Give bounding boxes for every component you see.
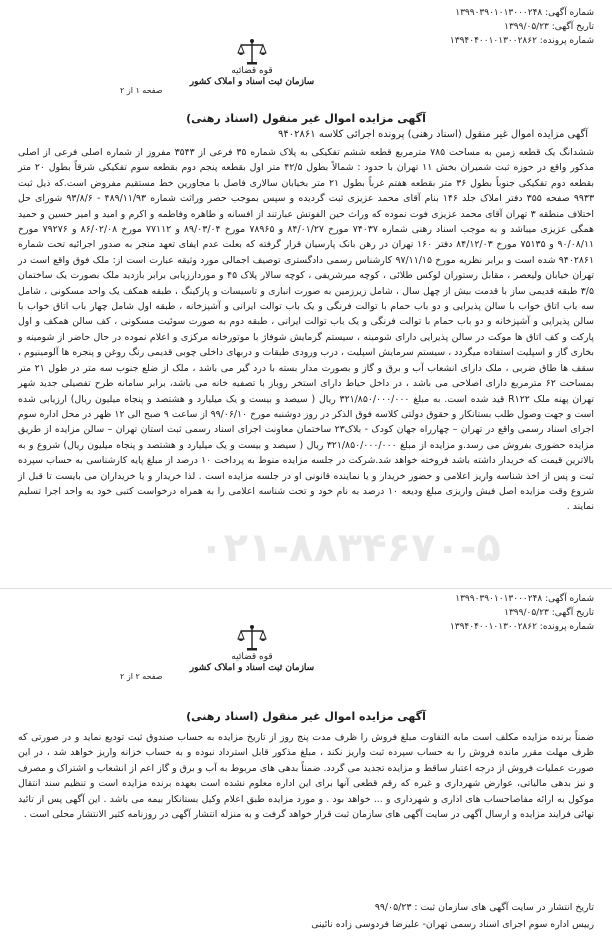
notice-number: شماره آگهی: ۱۳۹۹۰۳۹۰۱۰۱۳۰۰۰۲۴۸ [455, 594, 594, 604]
publication-date: تاریخ انتشار در سایت آگهی های سازمان ثبت : ۹۹/۰۵/۲۳ [374, 902, 594, 913]
notice-page-2 [0, 588, 612, 952]
notice-subtitle: آگهی مزایده اموال غیر منقول (اسناد رهنی) پرونده اجرائی کلاسه ۹۴۰۲۸۶۱ [278, 129, 588, 140]
page-divider [0, 588, 612, 589]
organization-label: سازمان ثبت اسناد و املاک کشور [189, 77, 315, 87]
notice-body: ضمناً برنده مزایده مکلف است مابه التفاوت مبلغ فروش را ظرف مدت پنج روز از تاریخ مزایده به حساب صندوق ثبت تودیع نماید و در صورتی که ظرف مهلت مقرر مانده فروش را به حساب سپرده ثبت واریز نکند ، مبلغ مذکور قابل استرداد نبوده و به حساب خزانه واریز خواهد شد ، در این صورت عملیات فروش از درجه اعتبار ساقط و مزایده تجدید می گردد. ضمناً بدهی های مربوط به آب و برق و گاز اعم از انشعاب و اشتراک و مصرف و نیز بدهی مالیاتی، عوارض شهرداری و غیره که رقم قطعی آنها برای این اداره معلوم نشده است بعهده برنده مزایده است و تنظیم سند انتقال موکول به ارائه مفاصاحساب های اداری و شهرداری و ... خواهد بود . و مورد مزایده طبق اعلام وکیل بستانکار بیمه می باشد . این آگهی پس از تائید نهائی فرایند مزایده و ارسال آگهی در سایت آگهی های سازمان ثبت قرار خواهد گرفت و به منزله انتشار آگهی در روزنامه کثیر الانتشار محلی است . [18, 732, 594, 821]
page-label: صفحه ۲ از ۲ [120, 672, 163, 681]
scales-of-justice-icon [237, 38, 267, 66]
judiciary-emblem [186, 38, 318, 88]
judiciary-label: قوه قضائیه [231, 652, 273, 662]
phone-watermark: ۰۲۱-۸۸۳۴۶۷۰-۵ [199, 525, 501, 571]
file-number: شماره پرونده: ۱۳۹۴۰۴۰۰۱۰۱۳۰۰۲۸۶۲ [449, 36, 594, 46]
file-number: شماره پرونده: ۱۳۹۴۰۴۰۰۱۰۱۳۰۰۲۸۶۲ [449, 622, 594, 632]
judiciary-emblem [186, 624, 318, 674]
notice-title: آگهی مزایده اموال غیر منقول (اسناد رهنی) [186, 710, 426, 723]
notice-date: تاریخ آگهی: ۱۳۹۹/۰۵/۲۳ [504, 608, 594, 618]
notice-meta [450, 6, 594, 48]
signature-line: رییس اداره سوم اجرای اسناد رسمی تهران- علیرضا فردوسی زاده نائینی [311, 919, 594, 930]
notice-meta [450, 592, 594, 634]
scales-of-justice-icon [237, 624, 267, 652]
notice-title: آگهی مزایده اموال غیر منقول (اسناد رهنی) [186, 112, 426, 125]
judiciary-label: قوه قضائیه [231, 66, 273, 76]
notice-body: ششدانگ یک قطعه زمین به مساحت ۷۸۵ مترمربع قطعه ششم تفکیکی به پلاک شماره ۳۵ فرعی از ۳۵۴۳ مفروز از شماره اصلی فرعی از اصلی مذکور واقع در حوزه ثبت شمیران بخش ۱۱ تهران با حدود : شمالاً بطول ۴۲/۵ متر اول بقطعه پنجم دوم بقطعه سوم تفکیکی شرقاً بطول ۲۰ متر بقطعه دوم تفکیکی جنوباً بطول ۳۶ متر بقطعه هفتم غرباً بطول ۲۱ متر بخیابان سالاری فاصل با مجاورین خط مستقیم مفروض است.که ذیل ثبت ۹۹۳۳ صفحه ۳۵۵ دفتر املاک جلد ۱۴۶ بنام آقای محمد عزیزی ثبت گردیده و سپس بموجب حصر وراثت شماره ۴۸۹/۱۱/۹۳ - ۹۳/۸/۶ شورای حل اختلاف منطقه ۳ تهران آقای محمد عزیزی فوت نموده که وراث حین الفوتش عبارتند از افسانه و طاهره وفاطمه و اکرم و امید و امیر حسین و حمید همگی عزیزی میباشد و به موجب اسناد رهنی شماره ۷۴۰۳۷ مورخ ۸۴/۰۱/۲۷ و ۷۸۹۶۵ مورخ ۸۹/۰۳/۰۴ و ۷۷۱۱۲ مورخ ۸۶/۰۲/۰۸ و ۷۹۲۷۶ مورخ ۹۰/۰۸/۱۱ و ۷۵۱۳۵ مورخ ۸۴/۱۲/۰۳ دفتر ۱۶۰ تهران در رهن بانک پارسیان قرار گرفته که بعلت عدم ایفای تعهد منجر به صدور اجرائیه تحت شماره ۹۴۰۲۸۶۱ شده است و برابر نظریه مورخ ۹۷/۱۱/۱۵ کارشناس رسمی دادگستری توصیف اجمالی مورد وثیقه عبارت است از: ملک فوق واقع است در تهران خیابان ولیعصر ، مقابل رستوران لوکس طلائی ، کوچه میرشریفی ، کوچه سالار پلاک ۴۵ و موردارزیابی برابر بازدید ملک بصورت یک ساختمان ۳/۵ طبقه قدیمی ساز با قدمت بیش از چهل سال ، شامل زیرزمین به صورت انباری و تاسیسات و پارکینگ ، طبقه همکف یک واحد مسکونی ، شامل سه باب اتاق خواب با سالن پذیرایی و دو باب حمام با توالت فرنگی و یک باب توالت ایرانی و آشپزخانه ، طبقه اول شامل چهار باب اتاق خواب با سالن پذیرایی و آشپزخانه و دو باب حمام با توالت فرنگی و یک باب توالت ایرانی ، طبقه دوم به صورت سوئیت مسکونی ، کف سالن همکف و اول پارکت و کف اتاق ها موکت در سالن پذیرایی دارای شومینه ، سیستم گرمایش شوفاژ با موتورخانه مرکزی و اعلام نموده در حال حاضر از شومینه و بخاری گاز و اسپلیت استفاده میگردد ، سیستم سرمایش اسپلیت ، درب ورودی طبقات و دربهای داخلی چوبی قدیمی رنگ روغن و پنجره ها آلومینیوم ، سقف ها طاق ضربی ، ملک دارای انشعاب آب و برق و گاز و بصورت مدار بسته با درد گیر می باشد ، ملک از ضلع جنوب سه متر در طول ۲۱ متر بمساحت ۶۲ مترمربع دارای اصلاحی می باشد ، در داخل حیاط دارای استخر روباز با تصفیه خانه می باشد، برابر سامانه طرح تفصیلی جدید شهر تهران پهنه ملک R۱۲۲ قید شده است. به مبلغ ۳۲۱/۸۵۰/۰۰۰/۰۰۰ ریال ( سیصد و بیست و یک میلیارد و هشتصد و پنجاه میلیون ریال) ارزیابی شده است و جهت وصول طلب بستانکار و حقوق دولتی کلاسه فوق الذکر در روز دوشنبه مورخ ۹۹/۰۶/۱۰ از ساعت ۹ صبح الی ۱۲ ظهر در محل اداره سوم اجرای اسناد رسمی واقع در تهران – چهارراه جهان کودک - بلاک۲۳ ساختمان معاونت اجرای اسناد رسمی ثبت استان تهران – سالن مزایده از طریق مزایده حضوری بفروش می رسد.و مزایده از مبلغ ۳۲۱/۸۵۰/۰۰۰/۰۰۰ ریال ( سیصد و بیست و یک میلیارد و هشتصد و پنجاه میلیون ریال) شروع و به بالاترین قیمت که خریدار داشته باشد فروخته خواهد شد.شرکت در جلسه مزایده منوط به پرداخت ۱۰ درصد از مبلغ پایه کارشناسی به حساب سپرده ثبت و پس از اخذ شناسه واریز اعلامی و حضور خریدار و یا نماینده قانونی او در جلسه مزایده است . لذا خریدار و یا خریداران می بایست تا قبل از شروع وقت مزایده اصل فیش واریزی مبلغ ودیعه ۱۰ درصد به نام خود و تحت شناسه اعلامی را به همراه درخواست کتبی خود به واحد اجرا تسلیم نمایند . [18, 147, 595, 513]
organization-label: سازمان ثبت اسناد و املاک کشور [189, 663, 315, 673]
page-label: صفحه ۱ از ۲ [120, 86, 163, 95]
notice-number: شماره آگهی: ۱۳۹۹۰۳۹۰۱۰۱۳۰۰۰۲۴۸ [455, 8, 594, 18]
notice-date: تاریخ آگهی: ۱۳۹۹/۰۵/۲۳ [504, 22, 594, 32]
